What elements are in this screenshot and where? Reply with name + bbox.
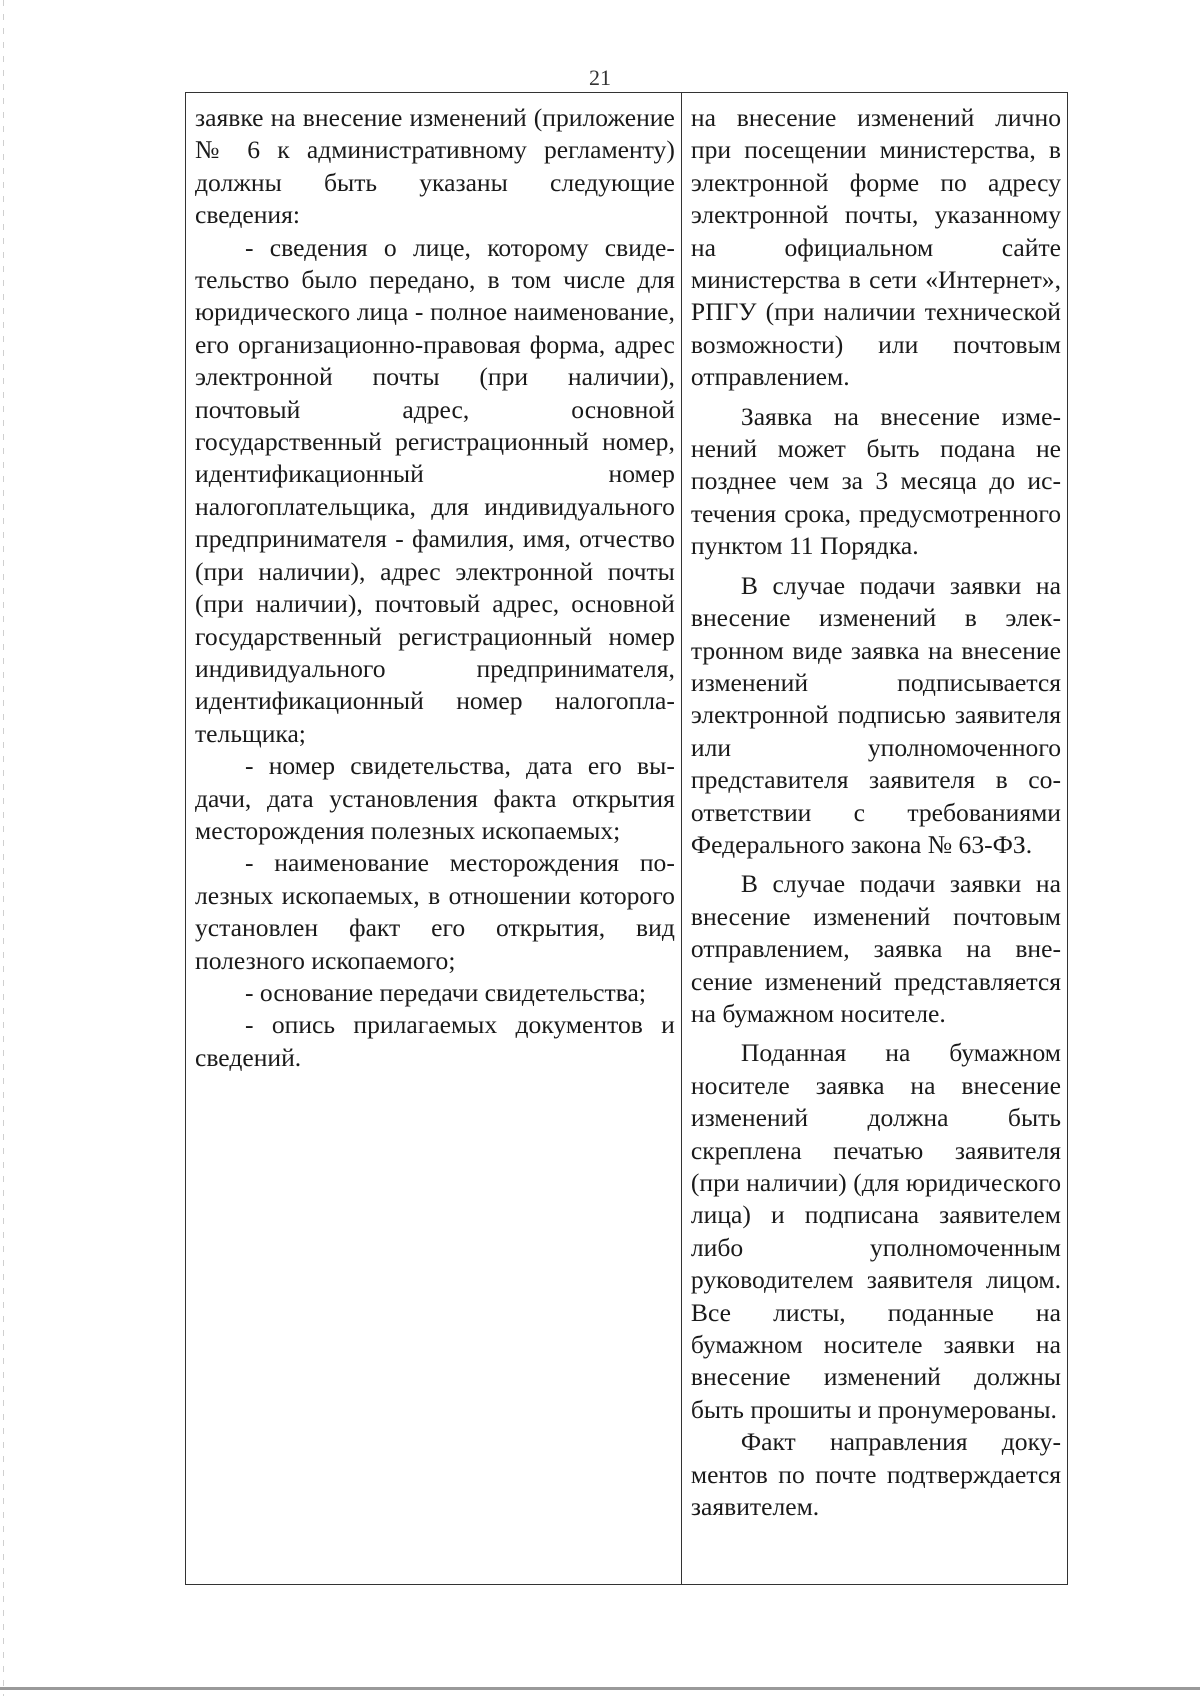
left-paragraph-deposit-name: - наименование месторождения полезных ископаемых, в отношении которого установлен факт его открытия, вид полезного ископаемого; [195, 848, 675, 975]
left-paragraph-certificate-number: - номер свидетельства, дата его выдачи, дата установления факта открытия месторождения полезных ископаемых; [195, 751, 675, 845]
left-paragraph-applicant-info: - сведения о лице, которому свидетельство было передано, в том числе для юридического лица - полное наименование, его организационно-правовая форма, адрес электронной почты (при наличии), почтовый адрес, основной государственный регистрационный номер, идентификационный номер налогоплательщика, для индивидуального предпринимателя - фамилия, имя, отчество (при наличии), адрес электронной почты (при наличии), почтовый адрес, основной государственный регистрационный номер индивидуального предпринимателя, идентификационный номер налогоплательщика; [195, 232, 675, 748]
right-paragraph-postal-submission: В случае подачи заявки на внесение изменений почтовым отправлением, заявка на внесение изменений представляется на бумажном носителе. [690, 869, 1061, 1028]
left-paragraph-document-inventory: - опись прилагаемых документов и сведений. [195, 1010, 675, 1072]
left-paragraph-intro: заявке на внесение изменений (приложение № 6 к административному регламенту) должны быть указаны следующие сведения: [195, 103, 675, 230]
scan-edge-mark [3, 0, 4, 1696]
right-paragraph-postal-confirmation: Факт направления документов по почте подтверждается заявителем. [690, 1427, 1061, 1522]
regulation-table [185, 92, 1068, 1585]
right-paragraph-paper-requirements: Поданная на бумажном носителе заявка на внесение изменений должна быть скреплена печатью заявителя (при наличии) (для юридического лица) и подписана заявителем либо уполномоченным руководителем заявителя лицом. Все листы, поданные на бумажном носителе заявки на внесение изменений должны быть прошиты и пронумерованы. [690, 1038, 1061, 1424]
left-column [186, 93, 682, 1584]
page-number: 21 [589, 65, 611, 90]
right-column [682, 93, 1067, 1584]
right-paragraph-deadline: Заявка на внесение изменений может быть подана не позднее чем за 3 месяца до истечения срока, предусмотренного пунктом 11 Порядка. [690, 401, 1061, 561]
left-paragraph-transfer-basis: - основание передачи свидетельства; [245, 977, 646, 1007]
page-bottom-rule [0, 1687, 1200, 1690]
right-paragraph-submission-methods: на внесение изменений лично при посещении министерства, в электронной форме по адресу электронной почты, указанному на официальном сайте министерства в сети «Интернет», РПГУ (при наличии технической возможности) или почтовым отправлением. [690, 103, 1061, 392]
right-paragraph-electronic-signature: В случае подачи заявки на внесение изменений в электронном виде заявка на внесение изменений подписывается электронной подписью заявителя или уполномоченного представителя заявителя в соответствии с требованиями Федерального закона № 63-ФЗ. [690, 570, 1061, 859]
